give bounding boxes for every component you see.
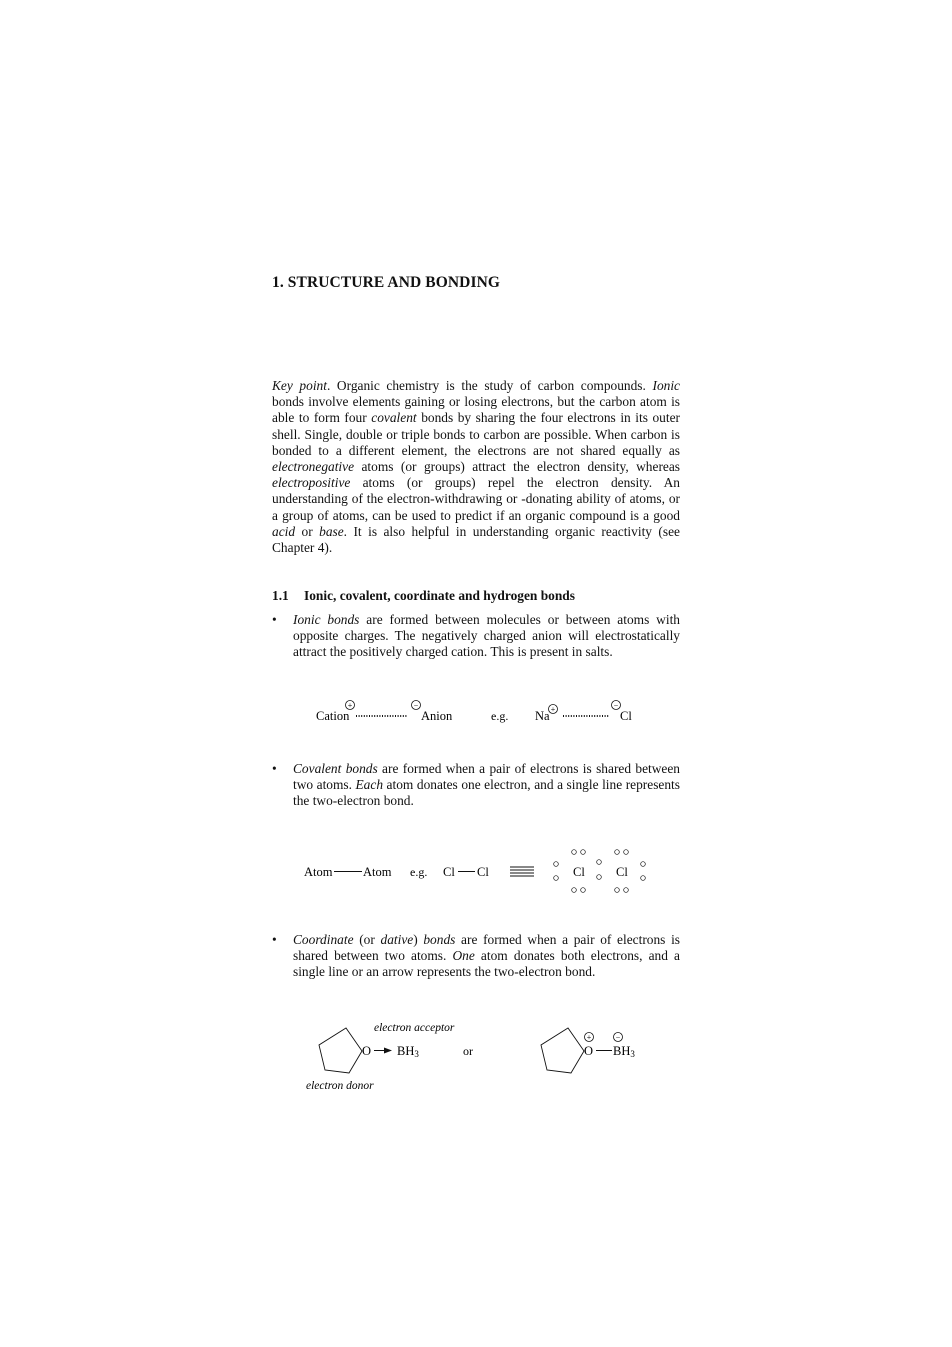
oxygen-label-1: O (362, 1044, 372, 1058)
key-point-paragraph (272, 378, 680, 556)
key-point-text-4: atoms (or groups) attract the electron density, whereas (354, 459, 680, 475)
term-ionic-bonds: Ionic bonds (293, 612, 360, 627)
term-acid: acid (272, 523, 296, 539)
thf-ring-1 (319, 1028, 362, 1073)
bullet-coordinate-bonds (272, 932, 680, 981)
bh3-label-2: BH3 (613, 1044, 635, 1059)
key-point-text-3: bonds by sharing the four electrons in its outer shell. Single, double or triple bonds to carbon are possible. When carbon is bonded to a different element, the electrons are not shared equally as (272, 410, 681, 458)
oxygen-plus-sign: + (586, 1033, 592, 1042)
atom-label-1: Atom (304, 865, 333, 879)
ionic-bond-figure (300, 694, 660, 726)
section-heading (272, 588, 575, 604)
bullet-text (293, 761, 680, 810)
electron-donor-label: electron donor (306, 1080, 374, 1092)
bullet-covalent-bonds (272, 761, 680, 810)
boron-minus-sign: − (615, 1033, 621, 1042)
bullet-ionic-bonds (272, 612, 680, 661)
term-one: One (452, 948, 475, 964)
bullet-dot: • (272, 612, 277, 627)
key-point-label: Key point (272, 378, 327, 393)
coordinate-text-3: are formed when a pair of electrons is shared between two atoms. (293, 932, 680, 964)
coordinate-text-4: atom donates both electrons, and a single line or an arrow represents the two-electron bond. (293, 948, 680, 980)
anion-label: Anion (421, 709, 453, 723)
cation-label: Cation (316, 709, 350, 723)
minus-charge-sign: − (413, 701, 419, 710)
plus-charge-sign: + (347, 701, 353, 710)
section-title: Ionic, covalent, coordinate and hydrogen bonds (304, 588, 575, 603)
key-point-text-1: . Organic chemistry is the study of carbon compounds. (326, 378, 653, 393)
bullet-dot: • (272, 761, 277, 776)
atom-label-2: Atom (363, 865, 392, 879)
lewis-electron-dots (554, 850, 646, 893)
lewis-cl-2: Cl (616, 865, 628, 879)
cl-label: Cl (620, 709, 632, 723)
term-each: Each (355, 777, 384, 793)
section-number: 1.1 (272, 588, 289, 603)
term-ionic: Ionic (652, 378, 680, 393)
equivalence-symbol (510, 867, 534, 876)
electron-acceptor-label: electron acceptor (374, 1022, 455, 1034)
covalent-bond-figure (300, 842, 660, 898)
dative-arrow-head (384, 1048, 392, 1054)
or-label: or (463, 1044, 473, 1058)
term-covalent-bonds: Covalent bonds (293, 761, 378, 776)
thf-ring-2 (541, 1028, 584, 1073)
covalent-bonds-text-1: are formed when a pair of electrons is shared between two atoms. (293, 761, 681, 793)
cl-label-1: Cl (443, 865, 455, 879)
bullet-text (293, 932, 680, 981)
term-dative: dative (380, 932, 414, 947)
lewis-cl-1: Cl (573, 865, 585, 879)
term-electropositive: electropositive (272, 475, 351, 491)
coordinate-text-1: (or (353, 932, 381, 947)
chapter-title: 1. STRUCTURE AND BONDING (272, 274, 501, 291)
covalent-bonds-text-2: atom donates one electron, and a single line represents the two-electron bond. (293, 777, 680, 809)
cl-label-2: Cl (477, 865, 489, 879)
na-plus-sign: + (550, 705, 556, 714)
key-point-text-6: . It is also helpful in understanding organic reactivity (see Chapter 4). (272, 523, 680, 556)
ionic-bonds-text: are formed between molecules or between atoms with opposite charges. The negatively charged anion will electrostatically attract the positively charged cation. This is present in salts. (293, 612, 680, 660)
term-covalent: covalent (371, 410, 417, 426)
oxygen-label-2: O (584, 1044, 594, 1058)
key-point-text-2: bonds involve elements gaining or losing electrons, but the carbon atom is able to form four (272, 394, 680, 426)
term-bonds: bonds (423, 932, 456, 947)
cl-minus-sign: − (613, 701, 619, 710)
bullet-dot: • (272, 932, 277, 947)
coordinate-text-2: ) (413, 932, 424, 947)
bullet-text (293, 612, 680, 661)
key-point-or: or (295, 523, 320, 539)
key-point-text-5: atoms (or groups) repel the electron density. An understanding of the electron-withdrawing or -donating ability of atoms, or a group of atoms, can be used to predict if an organic compound is a good (272, 475, 680, 523)
na-label: Na (535, 709, 550, 723)
term-coordinate: Coordinate (293, 932, 354, 947)
eg-label: e.g. (410, 865, 428, 879)
term-electronegative: electronegative (272, 459, 355, 475)
coordinate-bond-figure (300, 1015, 660, 1100)
term-base: base (319, 523, 344, 539)
bh3-label-1: BH3 (397, 1044, 419, 1059)
eg-label: e.g. (491, 709, 509, 723)
